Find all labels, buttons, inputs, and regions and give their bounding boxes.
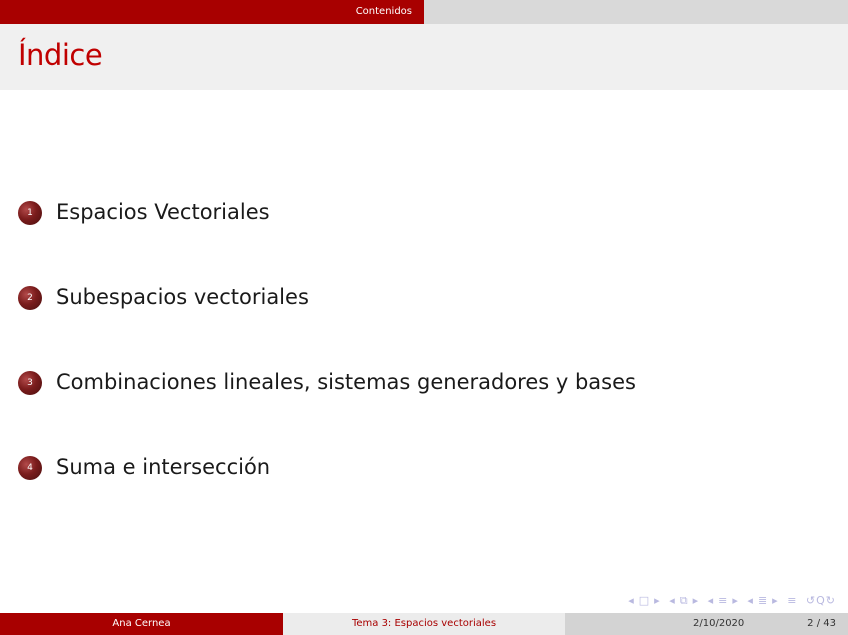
nav-prev-frame-icon[interactable]: ◂ <box>628 594 635 607</box>
toc-number-ball: 4 <box>18 456 42 480</box>
header-bar <box>0 0 848 24</box>
toc-item-label[interactable]: Espacios Vectoriales <box>56 200 270 224</box>
toc-item-label[interactable]: Subespacios vectoriales <box>56 285 309 309</box>
footer-date: 2/10/2020 <box>693 618 745 629</box>
toc-number-ball: 2 <box>18 286 42 310</box>
nav-next-section-icon[interactable]: ▸ <box>732 594 739 607</box>
toc-item[interactable] <box>18 366 636 451</box>
nav-section-icon[interactable]: ≡ <box>718 594 729 607</box>
toc-number-ball: 3 <box>18 371 42 395</box>
footer-title[interactable]: Tema 3: Espacios vectoriales <box>283 613 565 635</box>
header-empty-box <box>424 0 848 24</box>
footer-bar <box>0 613 848 635</box>
nav-align-icon[interactable]: ≡ <box>787 594 798 607</box>
navigation-symbols <box>624 594 836 608</box>
nav-search-icon[interactable]: ↺Q↻ <box>805 594 836 607</box>
toc-item-label[interactable]: Combinaciones lineales, sistemas generadores y bases <box>56 370 636 394</box>
header-section-box[interactable] <box>0 0 424 24</box>
footer-page-number: 2 / 43 <box>807 618 836 629</box>
footer-author[interactable]: Ana Cernea <box>0 613 283 635</box>
header-section-label[interactable]: Contenidos <box>355 6 412 17</box>
slide-title: Índice <box>18 38 103 72</box>
nav-subsection-icon[interactable]: ⧉ <box>679 594 689 607</box>
nav-prev-toc-icon[interactable]: ◂ <box>747 594 754 607</box>
toc-item[interactable] <box>18 281 636 366</box>
toc-item[interactable] <box>18 196 636 281</box>
table-of-contents <box>18 196 636 536</box>
nav-toc-icon[interactable]: ≣ <box>757 594 769 607</box>
toc-item-label[interactable]: Suma e intersección <box>56 455 271 479</box>
nav-next-frame-icon[interactable]: ▸ <box>654 594 661 607</box>
toc-item[interactable] <box>18 451 636 536</box>
nav-frame-icon[interactable]: □ <box>638 594 651 607</box>
nav-prev-subsection-icon[interactable]: ◂ <box>669 594 676 607</box>
footer-info <box>565 613 848 635</box>
nav-next-subsection-icon[interactable]: ▸ <box>692 594 700 607</box>
toc-number-ball: 1 <box>18 201 42 225</box>
nav-next-toc-icon[interactable]: ▸ <box>772 594 779 607</box>
title-bar <box>0 24 848 90</box>
nav-prev-section-icon[interactable]: ◂ <box>707 594 715 607</box>
